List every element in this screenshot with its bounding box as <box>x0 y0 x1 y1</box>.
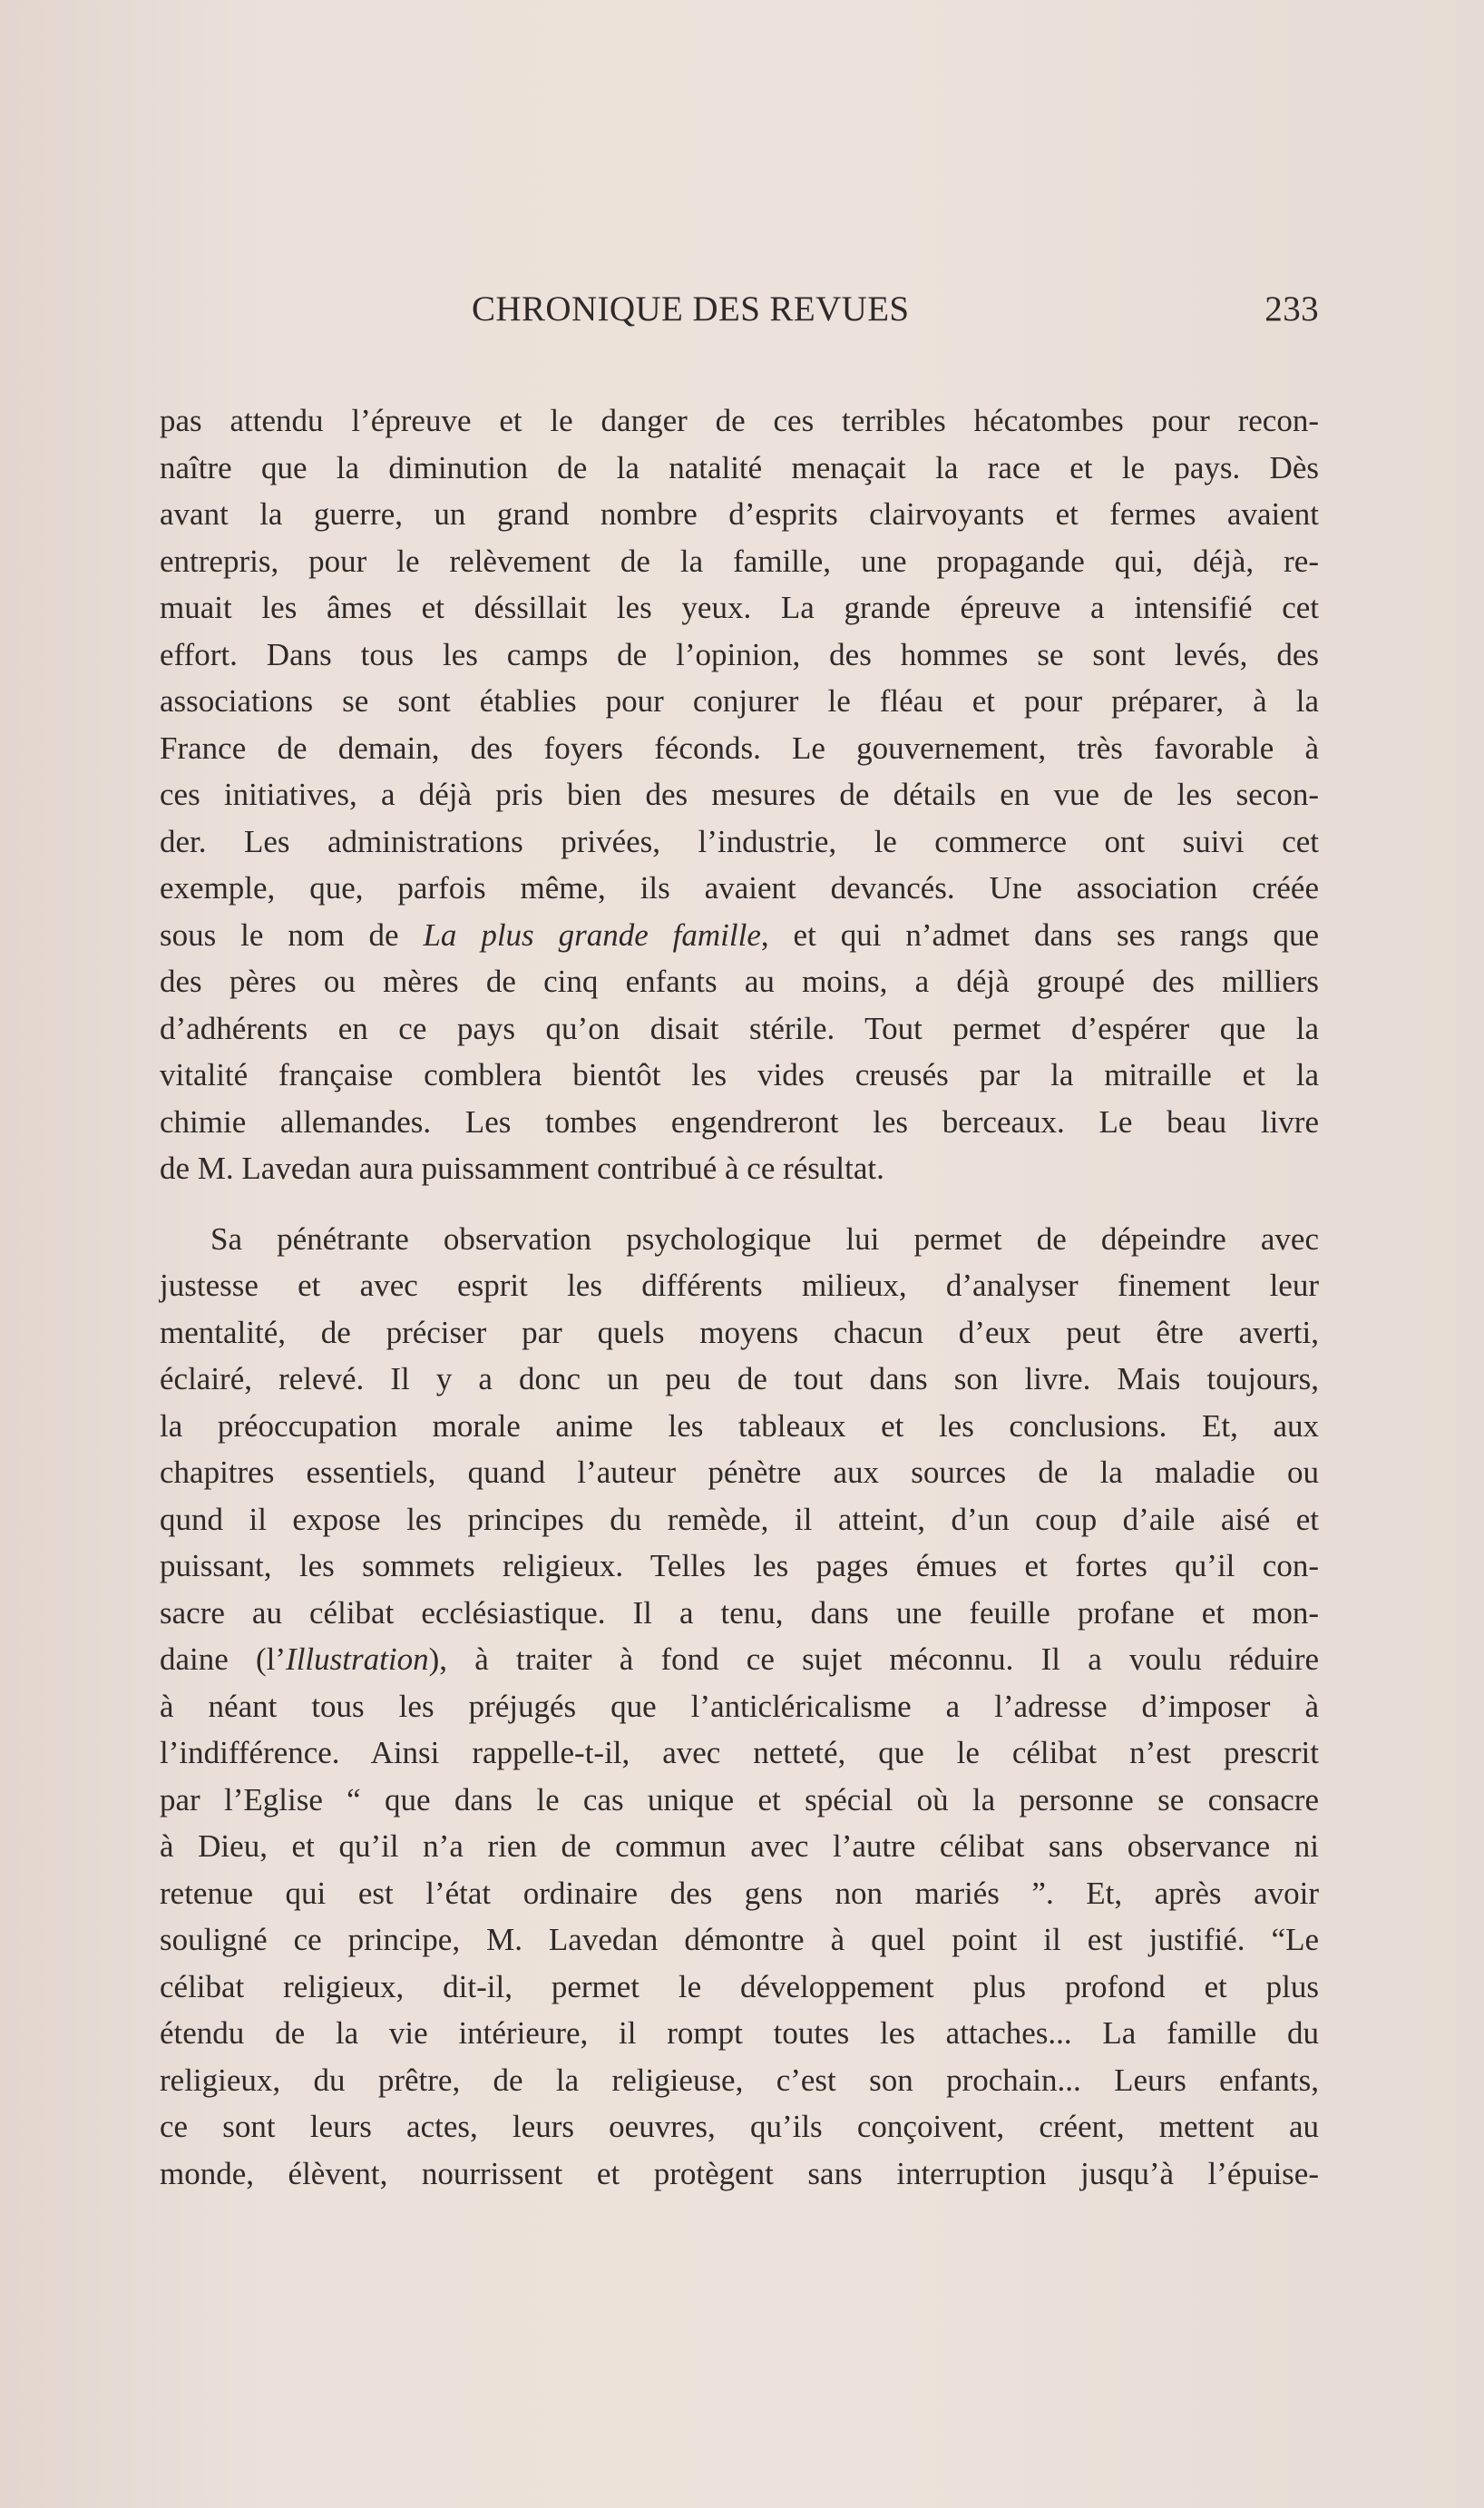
text-line: vitalité française comblera bientôt les vides creusés par la mitraille et la <box>160 1057 1319 1092</box>
text-line: qund il expose les principes du remède, il atteint, d’un coup d’aile aisé et <box>160 1501 1319 1537</box>
text-line: ces initiatives, a déjà pris bien des mesures de détails en vue de les secon- <box>160 777 1319 812</box>
text-fragment: daine (l’ <box>160 1641 287 1677</box>
text-line: par l’Eglise “ que dans le cas unique et spécial où la personne se consacre <box>160 1781 1319 1817</box>
text-line: à Dieu, et qu’il n’a rien de commun avec l’autre célibat sans observance ni <box>160 1828 1319 1864</box>
text-line: justesse et avec esprit les différents milieux, d’analyser finement leur <box>160 1268 1319 1303</box>
running-title: CHRONIQUE DES REVUES <box>472 289 910 328</box>
text-line: muait les âmes et déssillait les yeux. La grande épreuve a intensifié cet <box>160 590 1319 625</box>
text-fragment: sous le nom de <box>160 916 424 953</box>
text-line: chimie allemandes. Les tombes engendreront les berceaux. Le beau livre <box>160 1103 1319 1140</box>
paragraph-1 <box>160 397 1319 1192</box>
paragraph-gap <box>160 1192 1319 1216</box>
text-fragment: ), à traiter à fond ce sujet méconnu. Il a voulu réduire <box>428 1641 1320 1677</box>
text-line: des pères ou mères de cinq enfants au moins, a déjà groupé des milliers <box>160 964 1319 999</box>
text-line: France de demain, des foyers féconds. Le gouvernement, très favorable à <box>160 730 1319 766</box>
text-line: puissant, les sommets religieux. Telles les pages émues et fortes qu’il con- <box>160 1548 1319 1583</box>
italic-title: Illustration <box>286 1641 429 1677</box>
text-line: Sa pénétrante observation psychologique lui permet de dépeindre avec <box>210 1220 1319 1257</box>
text-line: souligné ce principe, M. Lavedan démontre à quel point il est justifié. “Le <box>160 1922 1319 1957</box>
text-line: d’adhérents en ce pays qu’on disait stérile. Tout permet d’espérer que la <box>160 1010 1319 1046</box>
page-number: 233 <box>1264 289 1319 328</box>
body-text <box>160 397 1319 2197</box>
text-line: sacre au célibat ecclésiastique. Il a tenu, dans une feuille profane et mon- <box>160 1594 1319 1631</box>
text-line: éclairé, relevé. Il y a donc un peu de tout dans son livre. Mais toujours, <box>160 1361 1319 1396</box>
text-line: effort. Dans tous les camps de l’opinion, des hommes se sont levés, des <box>160 636 1319 672</box>
text-line-with-italic <box>160 1636 1319 1683</box>
text-line: retenue qui est l’état ordinaire des gens non mariés ”. Et, après avoir <box>160 1875 1319 1911</box>
text-line: la préoccupation morale anime les tableaux et les conclusions. Et, aux <box>160 1407 1319 1444</box>
text-line: pas attendu l’épreuve et le danger de ces terribles hécatombes pour recon- <box>160 403 1319 438</box>
text-line: mentalité, de préciser par quels moyens chacun d’eux peut être averti, <box>160 1314 1319 1350</box>
text-line: célibat religieux, dit-il, permet le développement plus profond et plus <box>160 1968 1319 2004</box>
text-line: ce sont leurs actes, leurs oeuvres, qu’ils conçoivent, créent, mettent au <box>160 2109 1319 2144</box>
text-line-with-italic <box>160 912 1319 959</box>
paragraph-2 <box>160 1216 1319 2198</box>
text-fragment: , et qui n’admet dans ses rangs que <box>760 916 1319 953</box>
text-line: l’indifférence. Ainsi rappelle-t-il, avec netteté, que le célibat n’est prescrit <box>160 1735 1319 1770</box>
running-head <box>472 289 1319 334</box>
text-line: chapitres essentiels, quand l’auteur pénètre aux sources de la maladie ou <box>160 1455 1319 1490</box>
text-line: naître que la diminution de la natalité menaçait la race et le pays. Dès <box>160 449 1319 485</box>
text-line: avant la guerre, un grand nombre d’esprits clairvoyants et fermes avaient <box>160 496 1319 532</box>
text-line: religieux, du prêtre, de la religieuse, c’est son prochain... Leurs enfants, <box>160 2062 1319 2098</box>
text-line: exemple, que, parfois même, ils avaient devancés. Une association créée <box>160 870 1319 906</box>
text-line: de M. Lavedan aura puissamment contribué à ce résultat. <box>160 1151 884 1186</box>
text-line: der. Les administrations privées, l’industrie, le commerce ont suivi cet <box>160 823 1319 859</box>
text-line: associations se sont établies pour conjurer le fléau et pour préparer, à la <box>160 683 1319 719</box>
text-line: monde, élèvent, nourrissent et protègent sans interruption jusqu’à l’épuise- <box>160 2155 1319 2191</box>
text-line: entrepris, pour le relèvement de la famille, une propagande qui, déjà, re- <box>160 543 1319 579</box>
text-line: à néant tous les préjugés que l’anticléricalisme a l’adresse d’imposer à <box>160 1688 1319 1724</box>
text-line: étendu de la vie intérieure, il rompt toutes les attaches... La famille du <box>160 2015 1319 2051</box>
italic-title: La plus grande famille <box>423 916 761 953</box>
